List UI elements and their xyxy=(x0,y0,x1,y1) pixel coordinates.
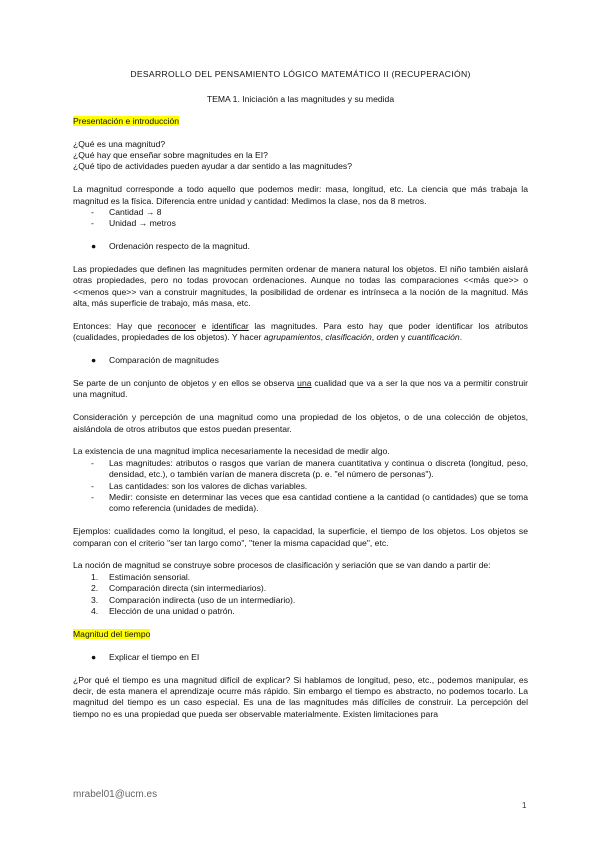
section-heading-presentacion-text: Presentación e introducción xyxy=(73,115,180,126)
page-content xyxy=(73,69,528,720)
list-item: 1. Estimación sensorial. xyxy=(91,571,191,582)
section-heading-tiempo xyxy=(73,629,528,640)
list-item: ● Explicar el tiempo en EI xyxy=(91,651,200,662)
bullet-explicar-tiempo xyxy=(73,652,528,663)
bullet-ordenacion xyxy=(73,241,528,252)
dash-marker: - xyxy=(91,457,94,468)
paragraph-ejemplos: Ejemplos: cualidades como la longitud, el peso, la capacidad, la superficie, el tiempo de los objetos. Los objetos se comparan con el criterio "ser tan largo como", "tener la misma capacidad que", etc. xyxy=(73,526,528,548)
paragraph-nocion: La noción de magnitud se construye sobre procesos de clasificación y seriación que se van dando a partir de: xyxy=(73,560,491,571)
numbered-list-procesos xyxy=(73,572,528,618)
paragraph-magnitud-definicion: La magnitud corresponde a todo aquello que podemos medir: masa, longitud, etc. La ciencia que más trabaja la magnitud es la física. Diferencia entre unidad y cantidad: Medimos la clase, nos da 8 metros. xyxy=(73,184,528,206)
question-2: ¿Qué hay que enseñar sobre magnitudes en la EI? xyxy=(73,150,268,161)
list-item: ● Ordenación respecto de la magnitud. xyxy=(91,241,250,252)
dash-list-cantidad-unidad xyxy=(73,207,528,230)
dash-marker: - xyxy=(91,480,94,491)
paragraph-propiedades: Las propiedades que definen las magnitudes permiten ordenar de manera natural los objetos. El niño también aislará otras propiedades, pero no todas provocan ordenaciones. Aunque no todas las comparaciones <<más que>> o <<menos que>> van a construir magnitudes, la posibilidad de ordenar es intrínseca a la noción de la magnitud. Más alta, más superficie de trabajo, más masa, etc. xyxy=(73,264,528,309)
paragraph-consideracion: Consideración y percepción de una magnitud como una propiedad de los objetos, o de una colección de objetos, aislándola de otros atributos que estos puedan presentar. xyxy=(73,412,528,434)
paragraph-existencia: La existencia de una magnitud implica necesariamente la necesidad de medir algo. xyxy=(73,446,390,457)
dash-marker: - xyxy=(91,207,94,218)
bullet-comparacion xyxy=(73,355,528,366)
list-item: 2. Comparación directa (sin intermediarios). xyxy=(91,583,267,594)
list-item: - Cantidad → 8 xyxy=(91,207,162,218)
list-item: 4. Elección de una unidad o patrón. xyxy=(91,606,235,617)
bullet-icon: ● xyxy=(91,241,97,252)
list-item: - Las cantidades: son los valores de dichas variables. xyxy=(91,480,308,491)
question-1: ¿Qué es una magnitud? xyxy=(73,138,166,149)
question-3: ¿Qué tipo de actividades pueden ayudar a dar sentido a las magnitudes? xyxy=(73,161,353,172)
paragraph-entonces: Entonces: Hay que reconocer e identificar las magnitudes. Para esto hay que poder identificar los atributos (cualidades, propiedades de los objetos). Y hacer agrupamientos, clasificación, orden y cuantificación. xyxy=(73,321,528,343)
document-title: DESARROLLO DEL PENSAMIENTO LÓGICO MATEMÁTICO II (RECUPERACIÓN) xyxy=(130,69,471,79)
section-heading-presentacion xyxy=(73,116,528,127)
bullet-icon: ● xyxy=(91,355,97,366)
dash-marker: - xyxy=(91,218,94,229)
dash-list-definiciones xyxy=(73,458,528,515)
list-item: ● Comparación de magnitudes xyxy=(91,355,219,366)
page-number: 1 xyxy=(522,801,527,810)
list-item: - Las magnitudes: atributos o rasgos que varían de manera cuantitativa y continua o discreta (longitud, peso, densidad, etc.), o también varían de manera discreta (p. e. "el número de personas"). xyxy=(91,457,528,480)
document-subtitle: TEMA 1. Iniciación a las magnitudes y su medida xyxy=(206,94,395,105)
paragraph-tiempo: ¿Por qué el tiempo es una magnitud difícil de explicar? Si hablamos de longitud, peso, etc., podemos manipular, es decir, de esta manera el aprendizaje ocurre más rápido. Sin embargo el tiempo es abstracto, no podemos tocarlo. La magnitud del tiempo es un caso especial. Es una de las magnitudes más difíciles de construir. La percepción del tiempo no es una propiedad que pueda ser observable materialmente. Existen limitaciones para xyxy=(73,674,528,719)
paragraph-conjunto-objetos: Se parte de un conjunto de objetos y en ellos se observa una cualidad que va a ser la que nos va a permitir construir una magnitud. xyxy=(73,378,529,400)
section-heading-tiempo-text: Magnitud del tiempo xyxy=(73,628,151,639)
list-item: - Medir: consiste en determinar las veces que esa cantidad contiene a la cantidad (o cantidades) que se toma como referencia (unidades de medida). xyxy=(91,492,528,514)
footer-email: mrabel01@ucm.es xyxy=(73,789,158,800)
list-item: 3. Comparación indirecta (uso de un intermediario). xyxy=(91,594,296,605)
list-item: - Unidad → metros xyxy=(91,218,176,229)
bullet-icon: ● xyxy=(91,651,97,662)
dash-marker: - xyxy=(91,492,94,503)
